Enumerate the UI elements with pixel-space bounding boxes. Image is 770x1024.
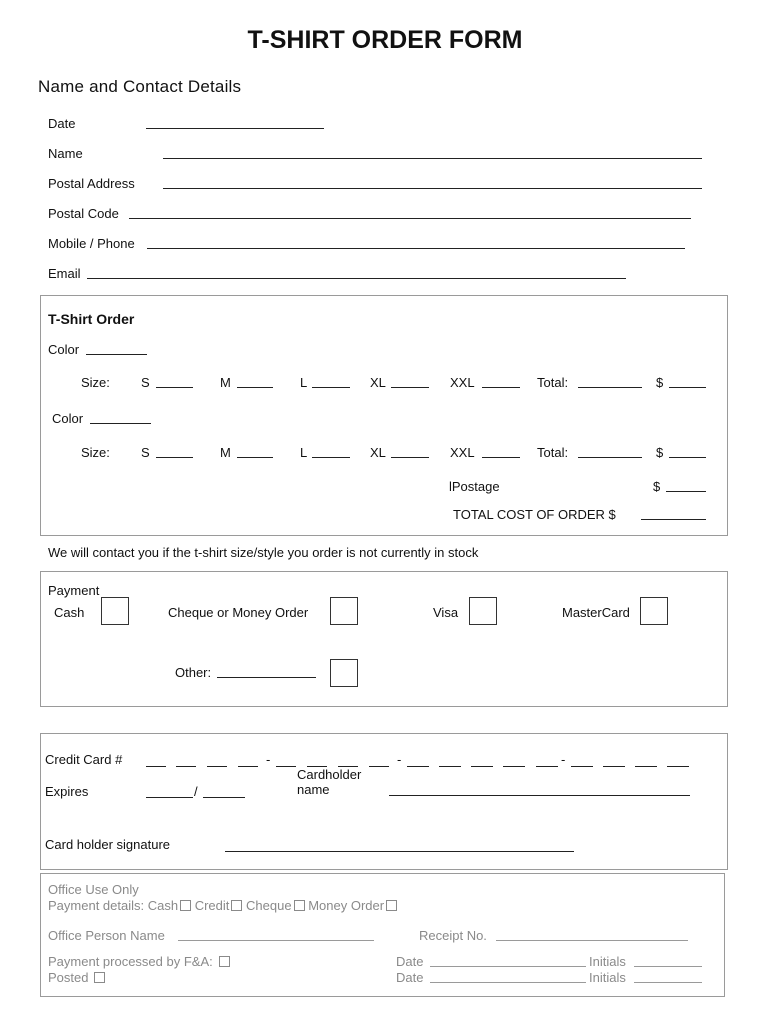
date-field[interactable]: [146, 128, 324, 129]
card-digit-slot[interactable]: [635, 766, 657, 767]
office-money-order-checkbox[interactable]: [386, 900, 397, 911]
processed-label: Payment processed by F&A:: [48, 954, 213, 969]
card-digit-slot[interactable]: [146, 766, 166, 767]
card-digit-slot[interactable]: [238, 766, 258, 767]
size-xxl-label-1: XXL: [450, 375, 475, 390]
office-date-field-1[interactable]: [430, 966, 586, 967]
cash-checkbox[interactable]: [101, 597, 129, 625]
dollar-label-1: $: [656, 375, 664, 390]
card-digit-slot[interactable]: [571, 766, 593, 767]
office-date-label-1: Date: [396, 954, 424, 969]
office-money-order-label: Money Order: [308, 898, 385, 913]
cash-label: Cash: [54, 605, 85, 620]
cardholder-name-field[interactable]: [389, 795, 690, 796]
office-date-label-2: Date: [396, 970, 424, 985]
tshirt-order-section: [40, 295, 728, 536]
office-cheque-label: Cheque: [246, 898, 292, 913]
visa-label: Visa: [433, 605, 459, 620]
office-cheque-checkbox[interactable]: [294, 900, 305, 911]
other-checkbox[interactable]: [330, 659, 358, 687]
total-cost-field[interactable]: [641, 519, 706, 520]
date-label: Date: [48, 116, 76, 131]
size-xl-field-1[interactable]: [391, 387, 429, 388]
name-label: Name: [48, 146, 83, 161]
stock-notice: We will contact you if the t-shirt size/style you order is not currently in stock: [48, 545, 479, 560]
card-separator: -: [561, 752, 566, 767]
total-label-2: Total:: [537, 445, 569, 460]
office-cash-label: Cash: [147, 898, 179, 913]
mastercard-checkbox[interactable]: [640, 597, 668, 625]
size-xl-label-2: XL: [370, 445, 386, 460]
office-person-field[interactable]: [178, 940, 374, 941]
size-l-field-2[interactable]: [312, 457, 350, 458]
signature-field[interactable]: [225, 851, 574, 852]
office-credit-checkbox[interactable]: [231, 900, 242, 911]
dollar-label-2: $: [656, 445, 664, 460]
cardholder-label-line2: name: [297, 782, 330, 797]
office-initials-label-2: Initials: [589, 970, 626, 985]
postal-address-label: Postal Address: [48, 176, 135, 191]
color-field-2[interactable]: [90, 423, 151, 424]
size-label-1: Size:: [81, 375, 110, 390]
office-initials-field-1[interactable]: [634, 966, 702, 967]
phone-field[interactable]: [147, 248, 685, 249]
email-label: Email: [48, 266, 81, 281]
total-field-2[interactable]: [578, 457, 642, 458]
size-s-label-1: S: [141, 375, 150, 390]
other-label: Other:: [175, 665, 212, 680]
credit-card-label: Credit Card #: [45, 752, 123, 767]
size-xl-label-1: XL: [370, 375, 386, 390]
receipt-field[interactable]: [496, 940, 688, 941]
color-field-1[interactable]: [86, 354, 147, 355]
expires-month-field[interactable]: [146, 797, 193, 798]
size-xxl-field-1[interactable]: [482, 387, 520, 388]
cardholder-label-line1: Cardholder: [297, 767, 362, 782]
office-payment-details-row: [48, 898, 397, 913]
cheque-label: Cheque or Money Order: [168, 605, 309, 620]
postage-label: lPostage: [449, 479, 500, 494]
processed-checkbox[interactable]: [219, 956, 230, 967]
postage-dollar-label: $: [653, 479, 661, 494]
card-separator: -: [266, 752, 271, 767]
color-label-2: Color: [52, 411, 84, 426]
size-l-label-2: L: [300, 445, 308, 460]
expires-slash: /: [194, 784, 198, 799]
card-separator: -: [397, 752, 402, 767]
office-use-heading: Office Use Only: [48, 882, 139, 897]
size-xxl-label-2: XXL: [450, 445, 475, 460]
card-digit-slot[interactable]: [176, 766, 196, 767]
size-m-label-2: M: [220, 445, 231, 460]
processed-row: [48, 954, 230, 969]
receipt-label: Receipt No.: [419, 928, 487, 943]
size-s-field-2[interactable]: [156, 457, 193, 458]
postal-code-field[interactable]: [129, 218, 691, 219]
postal-address-field[interactable]: [163, 188, 702, 189]
size-m-field-1[interactable]: [237, 387, 273, 388]
size-label-2: Size:: [81, 445, 110, 460]
office-date-field-2[interactable]: [430, 982, 586, 983]
name-field[interactable]: [163, 158, 702, 159]
size-xl-field-2[interactable]: [391, 457, 429, 458]
contact-heading: Name and Contact Details: [38, 77, 242, 96]
expires-year-field[interactable]: [203, 797, 245, 798]
card-digit-slot[interactable]: [207, 766, 227, 767]
office-initials-field-2[interactable]: [634, 982, 702, 983]
mastercard-label: MasterCard: [562, 605, 630, 620]
visa-checkbox[interactable]: [469, 597, 497, 625]
size-l-field-1[interactable]: [312, 387, 350, 388]
payment-section: [40, 571, 728, 707]
office-initials-label-1: Initials: [589, 954, 626, 969]
posted-label: Posted: [48, 970, 89, 985]
office-payment-details-label: Payment details:: [48, 898, 145, 913]
size-s-field-1[interactable]: [156, 387, 193, 388]
card-digit-slot[interactable]: [503, 766, 525, 767]
total-label-1: Total:: [537, 375, 569, 390]
card-digit-slot[interactable]: [439, 766, 461, 767]
payment-heading: Payment: [48, 583, 100, 598]
other-field[interactable]: [217, 677, 316, 678]
card-digit-slot[interactable]: [369, 766, 389, 767]
card-digit-slot[interactable]: [276, 766, 296, 767]
phone-label: Mobile / Phone: [48, 236, 135, 251]
postage-field[interactable]: [666, 491, 706, 492]
card-digit-slot[interactable]: [407, 766, 429, 767]
size-s-label-2: S: [141, 445, 150, 460]
posted-row: [48, 970, 105, 985]
card-digit-slot[interactable]: [603, 766, 625, 767]
tshirt-order-heading: T-Shirt Order: [48, 311, 135, 327]
office-credit-label: Credit: [194, 898, 230, 913]
form-title: T-SHIRT ORDER FORM: [247, 26, 523, 54]
card-digit-slot[interactable]: [471, 766, 493, 767]
office-cash-checkbox[interactable]: [180, 900, 191, 911]
color-label-1: Color: [48, 342, 80, 357]
size-xxl-field-2[interactable]: [482, 457, 520, 458]
signature-label: Card holder signature: [45, 837, 171, 852]
dollar-field-2[interactable]: [669, 457, 706, 458]
total-cost-label: TOTAL COST OF ORDER $: [453, 507, 616, 522]
posted-checkbox[interactable]: [94, 972, 105, 983]
size-l-label-1: L: [300, 375, 308, 390]
size-m-field-2[interactable]: [237, 457, 273, 458]
card-digit-slot[interactable]: [536, 766, 558, 767]
total-field-1[interactable]: [578, 387, 642, 388]
card-digit-slot[interactable]: [667, 766, 689, 767]
dollar-field-1[interactable]: [669, 387, 706, 388]
postal-code-label: Postal Code: [48, 206, 119, 221]
office-person-label: Office Person Name: [48, 928, 165, 943]
size-m-label-1: M: [220, 375, 231, 390]
email-field[interactable]: [87, 278, 626, 279]
expires-label: Expires: [45, 784, 89, 799]
cheque-checkbox[interactable]: [330, 597, 358, 625]
